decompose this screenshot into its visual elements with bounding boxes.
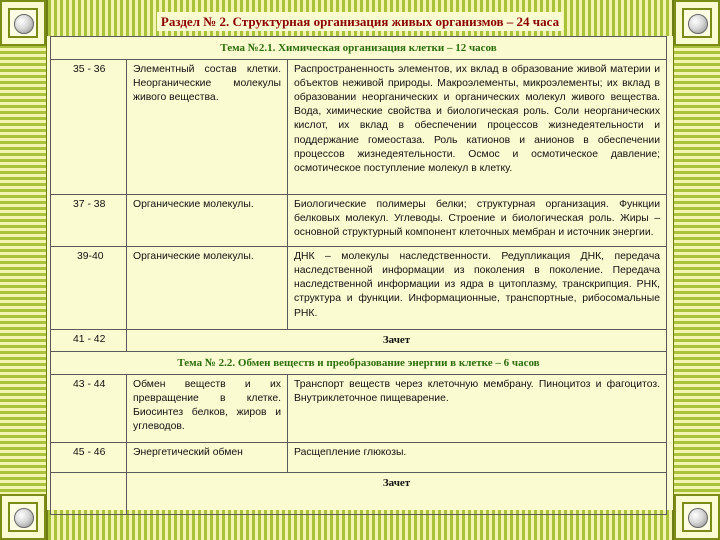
- lesson-topic-cell: Энергетический обмен: [127, 443, 288, 473]
- circle-icon: [688, 508, 708, 528]
- corner-ornament-top-right: [674, 0, 720, 46]
- section-title: Раздел № 2. Структурная организация живых организмов – 24 часа: [48, 8, 672, 36]
- table-row: [51, 60, 667, 195]
- lesson-topic-cell: Обмен веществ и их превращение в клетке. Биосинтез белков, жиров и углеводов.: [127, 374, 288, 442]
- topic-title: Тема №2.1. Химическая организация клетки – 12 часов: [51, 37, 667, 60]
- credit-row: [51, 329, 667, 351]
- hours-cell: 41 - 42: [51, 329, 127, 351]
- frame-right-band: [674, 0, 720, 540]
- corner-ornament-bottom-left: [0, 494, 46, 540]
- circle-icon: [14, 14, 34, 34]
- topic-title: Тема № 2.2. Обмен веществ и преобразование энергии в клетке – 6 часов: [51, 351, 667, 374]
- corner-ornament-top-left: [0, 0, 46, 46]
- circle-icon: [14, 508, 34, 528]
- hours-cell: 43 - 44: [51, 374, 127, 442]
- lesson-content-cell: Транспорт веществ через клеточную мембрану. Пиноцитоз и фагоцитоз. Внутриклеточное пищеварение.: [288, 374, 667, 442]
- hours-cell: 35 - 36: [51, 60, 127, 195]
- table-row: [51, 194, 667, 246]
- frame-left-band: [0, 0, 46, 540]
- circle-icon: [688, 14, 708, 34]
- lesson-content-cell: Распространенность элементов, их вклад в образование живой материи и объектов неживой природы. Макроэлементы, микроэлементы; их вклад в образовании неорганических и органических молекул живого вещества. Вода, химические свойства и биологическая роль. Соли неорганических кислот, их вклад в обеспечении процессов жизнедеятельности и поддержание гомеостаза. Роль катионов и анионов в обеспечении процессов жизнедеятельности. Осмос и осмотическое давление; осмотическое поступление молекул в клетку.: [288, 60, 667, 195]
- hours-cell: 37 - 38: [51, 194, 127, 246]
- table-row: [51, 247, 667, 329]
- curriculum-table-area: [47, 36, 673, 510]
- lesson-topic-cell: Органические молекулы.: [127, 194, 288, 246]
- topic-header-row: [51, 351, 667, 374]
- lesson-topic-cell: Органические молекулы.: [127, 247, 288, 329]
- lesson-content-cell: Биологические полимеры белки; структурная организация. Функции белковых молекул. Углеводы. Строение и биологическая роль. Жиры – основной структурный компонент клеточных мембран и источник энергии.: [288, 194, 667, 246]
- hours-cell: [51, 473, 127, 515]
- table-row: [51, 443, 667, 473]
- lesson-content-cell: ДНК – молекулы наследственности. Редупликация ДНК, передача наследственной информации из поколения в поколение. Передача наследственной информации из ядра в цитоплазму, транскрипция. РНК, структура и функции. Информационные, транспортные, рибосомальные РНК.: [288, 247, 667, 329]
- credit-row: [51, 473, 667, 515]
- topic-header-row: [51, 37, 667, 60]
- hours-cell: 39-40: [51, 247, 127, 329]
- table-row: [51, 374, 667, 442]
- lesson-content-cell: Расщепление глюкозы.: [288, 443, 667, 473]
- corner-ornament-bottom-right: [674, 494, 720, 540]
- curriculum-table: [50, 36, 667, 515]
- hours-cell: 45 - 46: [51, 443, 127, 473]
- credit-label: Зачет: [127, 329, 667, 351]
- lesson-topic-cell: Элементный состав клетки. Неорганические молекулы живого вещества.: [127, 60, 288, 195]
- credit-label: Зачет: [127, 473, 667, 515]
